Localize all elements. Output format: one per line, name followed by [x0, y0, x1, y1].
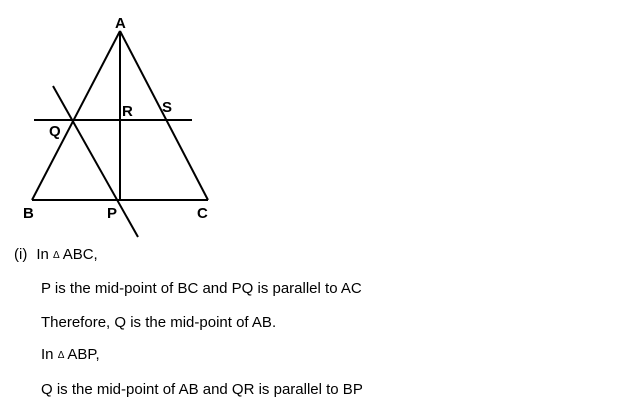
triangle-abp: ABP, [67, 346, 100, 363]
label-s: S [162, 99, 173, 116]
side-ab [32, 31, 120, 200]
triangle-diagram [0, 0, 240, 245]
solution-line-5: Q is the mid-point of AB and QR is parallel to BP [41, 381, 363, 398]
solution-line-3: Therefore, Q is the mid-point of AB. [41, 314, 277, 331]
triangle-symbol: Δ [57, 350, 65, 361]
solution-line-1 [14, 246, 98, 263]
part-label: (i) [14, 246, 28, 263]
label-p: P [107, 205, 118, 222]
label-r: R [122, 103, 133, 120]
in-text: In [36, 246, 49, 263]
label-q: Q [49, 123, 61, 140]
solution-line-2: P is the mid-point of BC and PQ is parallel to AC [41, 280, 362, 297]
triangle-symbol: Δ [53, 250, 60, 261]
label-a: A [115, 15, 126, 32]
solution-line-4 [41, 346, 100, 363]
label-c: C [197, 205, 208, 222]
triangle-abc: ABC, [62, 246, 98, 263]
in-text: In [41, 346, 54, 363]
label-b: B [23, 205, 34, 222]
